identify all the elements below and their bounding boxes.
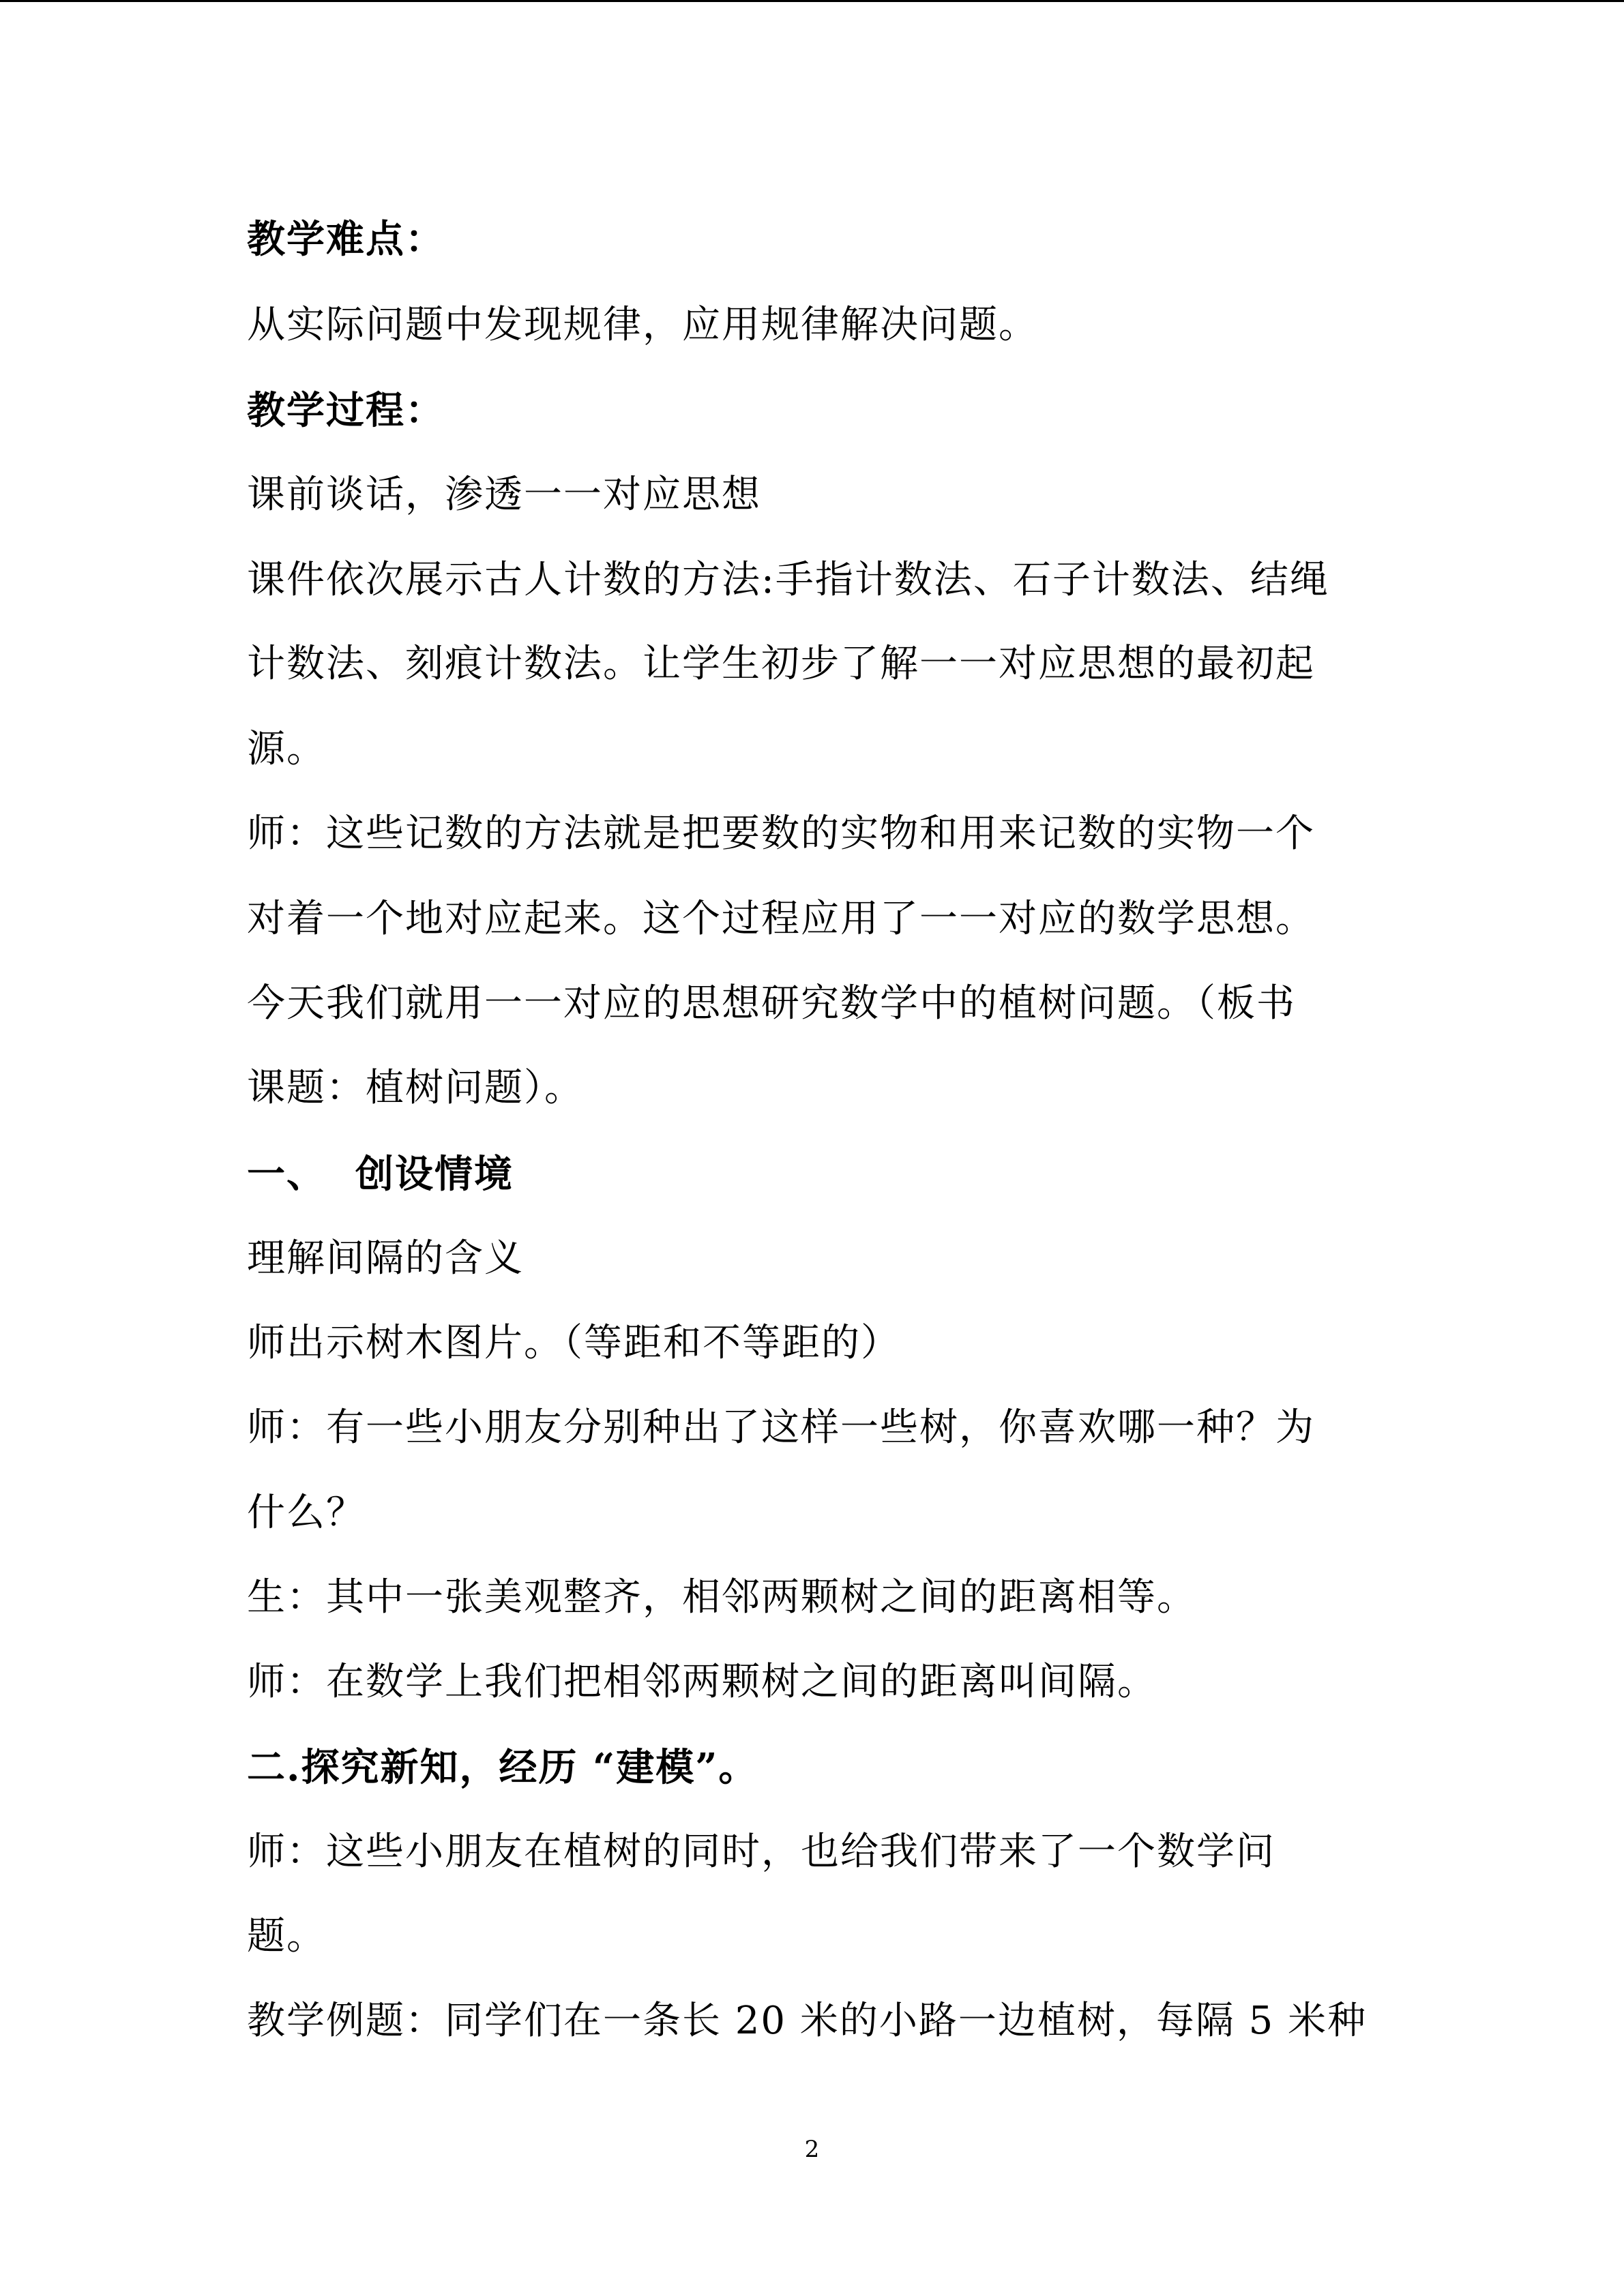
paragraph-line: 师：在数学上我们把相邻两颗树之间的距离叫间隔。 — [247, 1660, 1157, 1704]
paragraph-line: 生：其中一张美观整齐，相邻两颗树之间的距离相等。 — [247, 1575, 1196, 1620]
paragraph-line: 师：这些记数的方法就是把要数的实物和用来记数的实物一个 — [247, 811, 1315, 856]
heading-teaching-process: 教学过程： — [247, 388, 445, 433]
paragraph-line: 课件依次展示古人计数的方法:手指计数法、石子计数法、结绳 — [247, 558, 1329, 602]
heading-section-two: 二.探究新知，经历 “建模”。 — [247, 1745, 758, 1790]
paragraph-line: 题。 — [247, 1914, 326, 1958]
paragraph-line: 教学例题：同学们在一条长 20 米的小路一边植树，每隔 5 米种 — [247, 1999, 1368, 2043]
paragraph-line: 师出示树木图片。（等距和不等距的） — [247, 1321, 900, 1365]
paragraph-line: 师：这些小朋友在植树的同时，也给我们带来了一个数学问 — [247, 1830, 1275, 1874]
heading-section-one: 一、 创设情境 — [247, 1152, 514, 1197]
paragraph-line: 对着一个地对应起来。这个过程应用了一一对应的数学思想。 — [247, 897, 1315, 941]
paragraph-line: 课前谈话，渗透一一对应思想 — [247, 473, 761, 517]
paragraph-line: 师：有一些小朋友分别种出了这样一些树，你喜欢哪一种？为 — [247, 1405, 1315, 1450]
page-number: 2 — [804, 2136, 820, 2163]
paragraph-line: 课题：植树问题）。 — [247, 1066, 584, 1110]
paragraph-line: 计数法、刻痕计数法。让学生初步了解一一对应思想的最初起 — [247, 642, 1315, 686]
paragraph-line: 今天我们就用一一对应的思想研究数学中的植树问题。（板书 — [247, 981, 1296, 1026]
top-border-rule — [0, 0, 1624, 2]
paragraph-line: 什么？ — [247, 1491, 366, 1535]
paragraph-line: 理解间隔的含义 — [247, 1236, 524, 1281]
paragraph-line: 从实际问题中发现规律，应用规律解决问题。 — [247, 303, 1038, 347]
paragraph-line: 源。 — [247, 727, 326, 771]
heading-teaching-difficulty: 教学难点： — [247, 217, 445, 262]
